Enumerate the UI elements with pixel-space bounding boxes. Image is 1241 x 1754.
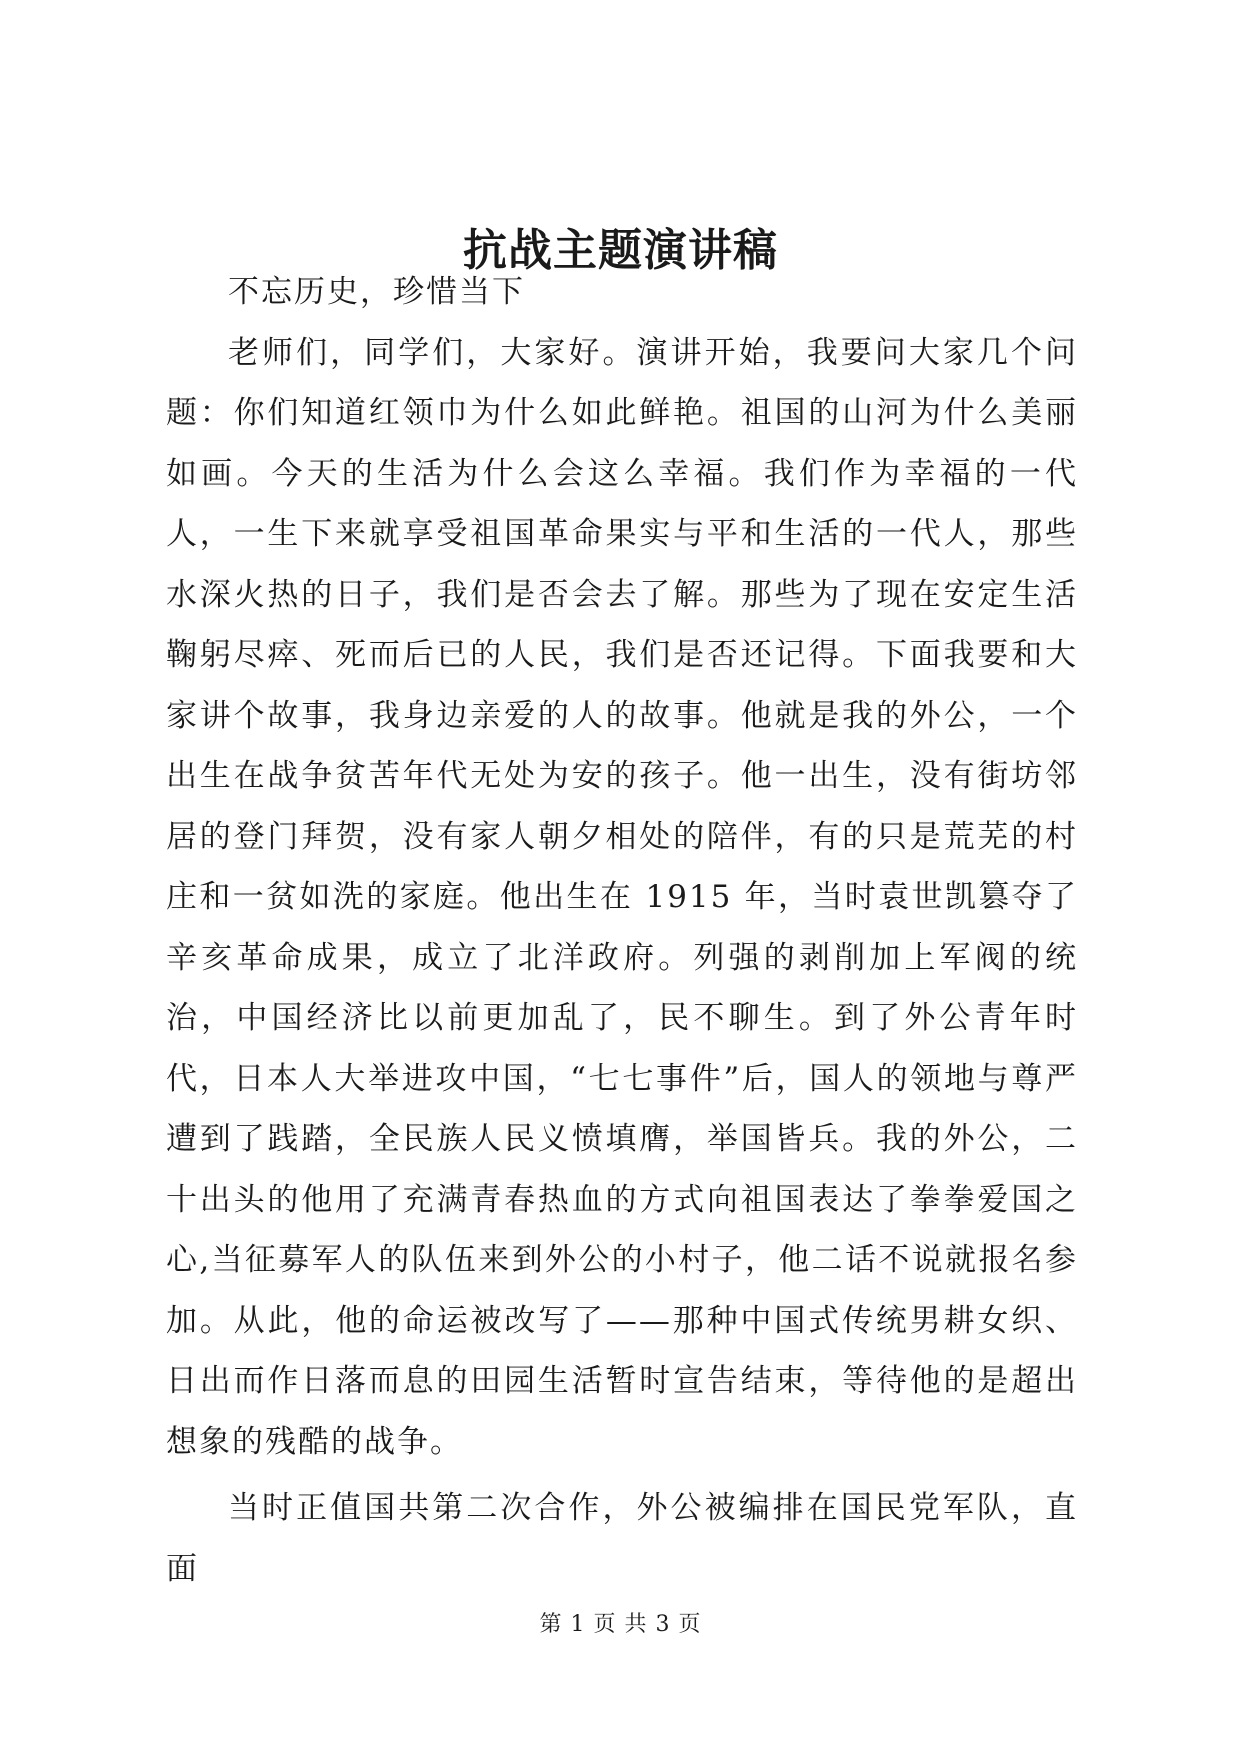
document-body (166, 262, 1078, 1599)
body-paragraph-2: 当时正值国共第二次合作，外公被编排在国民党军队，直面 (166, 1490, 1078, 1587)
page-footer: 第 1 页 共 3 页 (539, 1612, 702, 1637)
document-title: 抗战主题演讲稿 (463, 225, 778, 276)
subtitle-paragraph: 不忘历史，珍惜当下 (228, 274, 525, 310)
body-paragraph-1: 老师们，同学们，大家好。演讲开始，我要问大家几个问题：你们知道红领巾为什么如此鲜艳。祖国的山河为什么美丽如画。今天的生活为什么会这么幸福。我们作为幸福的一代人，一生下来就享受祖国革命果实与平和生活的一代人，那些水深火热的日子，我们是否会去了解。那些为了现在安定生活鞠躬尽瘁、死而后已的人民，我们是否还记得。下面我要和大家讲个故事，我身边亲爱的人的故事。他就是我的外公，一个出生在战争贫苦年代无处为安的孩子。他一出生，没有街坊邻居的登门拜贺，没有家人朝夕相处的陪伴，有的只是荒芜的村庄和一贫如洗的家庭。他出生在 1915 年，当时袁世凯篡夺了辛亥革命成果，成立了北洋政府。列强的剥削加上军阀的统治，中国经济比以前更加乱了，民不聊生。到了外公青年时代，日本人大举进攻中国，“七七事件”后，国人的领地与尊严遭到了践踏，全民族人民义愤填膺，举国皆兵。我的外公，二十出头的他用了充满青春热血的方式向祖国表达了拳拳爱国之心,当征募军人的队伍来到外公的小村子，他二话不说就报名参加。从此，他的命运被改写了——那种中国式传统男耕女织、日出而作日落而息的田园生活暂时宣告结束，等待他的是超出想象的残酷的战争。 (166, 334, 1078, 1460)
